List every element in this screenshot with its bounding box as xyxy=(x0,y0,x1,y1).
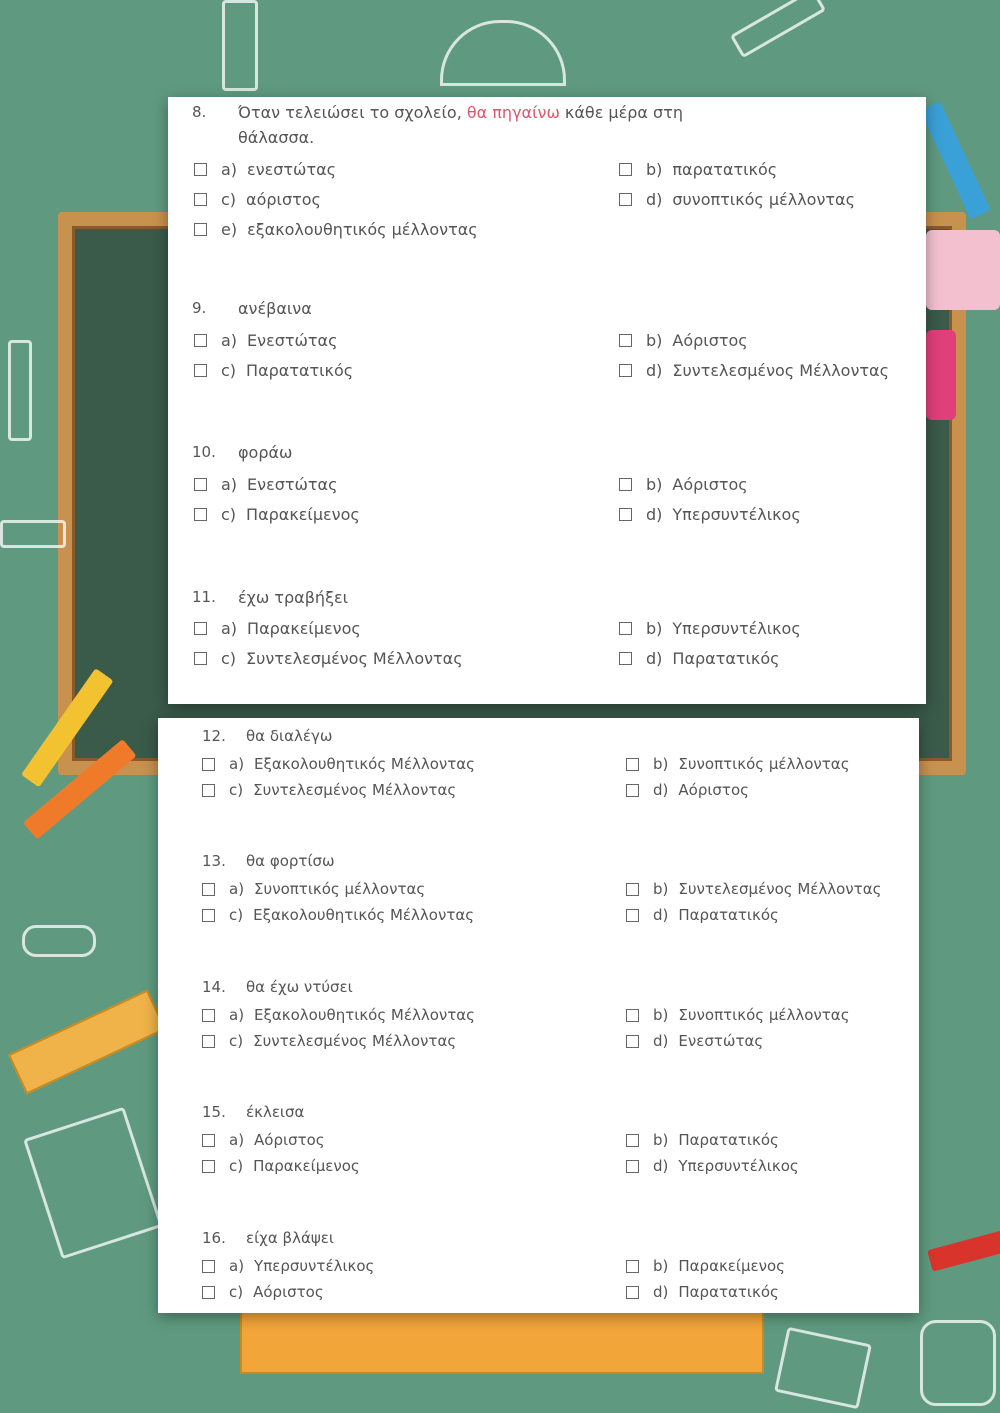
checkbox[interactable] xyxy=(626,1286,639,1299)
question-number: 16. xyxy=(202,1229,226,1247)
option-a[interactable] xyxy=(194,331,337,350)
option-label: Αόριστος xyxy=(254,1131,325,1149)
option-e[interactable] xyxy=(194,220,478,239)
question-text: θα έχω ντύσει xyxy=(246,978,353,996)
option-label: Παρακείμενος xyxy=(246,505,360,524)
checkbox[interactable] xyxy=(194,334,207,347)
checkbox[interactable] xyxy=(619,163,632,176)
option-letter: d) xyxy=(653,781,669,799)
question-number: 15. xyxy=(202,1103,226,1121)
checkbox[interactable] xyxy=(626,1260,639,1273)
option-b[interactable] xyxy=(619,331,748,350)
option-d[interactable] xyxy=(626,906,779,924)
option-label: Παρατατικός xyxy=(678,906,779,924)
checkbox[interactable] xyxy=(202,784,215,797)
option-label: Παρακείμενος xyxy=(678,1257,785,1275)
checkbox[interactable] xyxy=(619,652,632,665)
option-d[interactable] xyxy=(619,505,801,524)
option-letter: b) xyxy=(653,1006,669,1024)
option-letter: c) xyxy=(229,1283,244,1301)
question-text: φοράω xyxy=(238,443,293,462)
option-d[interactable] xyxy=(626,781,749,799)
option-c[interactable] xyxy=(194,649,463,668)
checkbox[interactable] xyxy=(194,622,207,635)
ruler-doodle xyxy=(0,520,66,548)
checkbox[interactable] xyxy=(626,909,639,922)
glasses-doodle xyxy=(22,925,96,957)
option-label: Συνοπτικός μέλλοντας xyxy=(254,880,426,898)
option-label: Παρατατικός xyxy=(246,361,354,380)
option-letter: b) xyxy=(646,619,663,638)
option-label: Παρατατικός xyxy=(678,1283,779,1301)
checkbox[interactable] xyxy=(194,652,207,665)
option-label: Εξακολουθητικός Μέλλοντας xyxy=(254,755,475,773)
option-label: Υπερσυντέλικος xyxy=(678,1157,799,1175)
checkbox[interactable] xyxy=(194,193,207,206)
option-label: παρατατικός xyxy=(672,160,778,179)
option-label: Συντελεσμένος Μέλλοντας xyxy=(253,781,457,799)
checkbox[interactable] xyxy=(202,1134,215,1147)
worksheet-page-2 xyxy=(158,718,919,1313)
checkbox[interactable] xyxy=(619,364,632,377)
question-number: 14. xyxy=(202,978,226,996)
option-d[interactable] xyxy=(626,1032,763,1050)
ruler-decoration xyxy=(8,990,166,1095)
option-label: Ενεστώτας xyxy=(247,331,338,350)
option-letter: d) xyxy=(653,1283,669,1301)
eraser-decoration xyxy=(926,230,1000,310)
option-a[interactable] xyxy=(202,1006,475,1024)
option-label: εξακολουθητικός μέλλοντας xyxy=(247,220,478,239)
wrench-doodle xyxy=(730,0,826,58)
checkbox[interactable] xyxy=(202,1009,215,1022)
checkbox[interactable] xyxy=(626,784,639,797)
option-a[interactable] xyxy=(194,475,337,494)
checkbox[interactable] xyxy=(202,1035,215,1048)
option-c[interactable] xyxy=(202,1032,456,1050)
checkbox[interactable] xyxy=(202,1286,215,1299)
checkbox[interactable] xyxy=(194,364,207,377)
option-b[interactable] xyxy=(626,1131,779,1149)
option-letter: c) xyxy=(229,781,244,799)
option-d[interactable] xyxy=(619,361,889,380)
option-label: Ενεστώτας xyxy=(247,475,338,494)
checkbox[interactable] xyxy=(619,622,632,635)
checkbox[interactable] xyxy=(626,1160,639,1173)
option-label: Συντελεσμένος Μέλλοντας xyxy=(246,649,463,668)
option-letter: a) xyxy=(221,331,238,350)
book-doodle xyxy=(774,1327,872,1409)
option-letter: a) xyxy=(221,160,238,179)
option-letter: a) xyxy=(221,475,238,494)
option-letter: d) xyxy=(646,190,663,209)
highlighted-verb: θα πηγαίνω xyxy=(466,103,560,122)
option-letter: c) xyxy=(229,1157,244,1175)
question-number: 12. xyxy=(202,727,226,745)
option-label: Συνοπτικός μέλλοντας xyxy=(678,755,850,773)
option-letter: a) xyxy=(229,755,245,773)
option-letter: b) xyxy=(653,880,669,898)
option-label: Συνοπτικός μέλλοντας xyxy=(678,1006,850,1024)
option-d[interactable] xyxy=(626,1283,779,1301)
question-text xyxy=(238,100,683,150)
option-d[interactable] xyxy=(619,649,780,668)
phone-doodle xyxy=(920,1320,996,1406)
option-letter: d) xyxy=(653,906,669,924)
question-text: ανέβαινα xyxy=(238,299,312,318)
option-label: αόριστος xyxy=(246,190,321,209)
question-text: είχα βλάψει xyxy=(246,1229,334,1247)
option-c[interactable] xyxy=(194,505,360,524)
option-c[interactable] xyxy=(202,906,474,924)
option-label: Συντελεσμένος Μέλλοντας xyxy=(253,1032,457,1050)
option-b[interactable] xyxy=(626,1006,850,1024)
option-c[interactable] xyxy=(202,1283,324,1301)
option-a[interactable] xyxy=(194,619,361,638)
option-label: Αόριστος xyxy=(253,1283,324,1301)
crayon-decoration xyxy=(926,330,956,420)
option-letter: a) xyxy=(229,1131,245,1149)
checkbox[interactable] xyxy=(626,1035,639,1048)
option-c[interactable] xyxy=(202,781,456,799)
option-letter: c) xyxy=(221,649,237,668)
checkbox[interactable] xyxy=(194,508,207,521)
option-letter: c) xyxy=(221,361,237,380)
checkbox[interactable] xyxy=(619,478,632,491)
option-letter: a) xyxy=(229,1257,245,1275)
option-label: Παρακείμενος xyxy=(253,1157,360,1175)
option-letter: b) xyxy=(646,160,663,179)
question-text-part: θάλασσα. xyxy=(238,128,315,147)
option-c[interactable] xyxy=(194,361,353,380)
option-letter: e) xyxy=(221,220,238,239)
option-letter: d) xyxy=(653,1157,669,1175)
option-label: Εξακολουθητικός Μέλλοντας xyxy=(254,1006,475,1024)
worksheet-page-1 xyxy=(168,97,926,704)
option-label: ενεστώτας xyxy=(247,160,337,179)
checkbox[interactable] xyxy=(619,193,632,206)
option-b[interactable] xyxy=(619,475,748,494)
option-b[interactable] xyxy=(626,755,850,773)
question-text: έκλεισα xyxy=(246,1103,305,1121)
option-label: Υπερσυντέλικος xyxy=(254,1257,375,1275)
option-letter: b) xyxy=(653,1257,669,1275)
option-letter: a) xyxy=(229,1006,245,1024)
option-label: Αόριστος xyxy=(672,331,748,350)
triangle-ruler-decoration xyxy=(240,1310,764,1374)
checkbox[interactable] xyxy=(626,1134,639,1147)
option-b[interactable] xyxy=(626,1257,785,1275)
option-a[interactable] xyxy=(194,160,336,179)
checkbox[interactable] xyxy=(626,758,639,771)
question-text: θα διαλέγω xyxy=(246,727,333,745)
blue-pencil-decoration xyxy=(920,101,991,219)
option-label: Συντελεσμένος Μέλλοντας xyxy=(678,880,882,898)
checkbox[interactable] xyxy=(202,1160,215,1173)
option-label: Υπερσυντέλικος xyxy=(672,619,801,638)
option-label: Παρατατικός xyxy=(678,1131,779,1149)
checkbox[interactable] xyxy=(202,1260,215,1273)
option-d[interactable] xyxy=(619,190,855,209)
option-a[interactable] xyxy=(202,880,425,898)
option-letter: d) xyxy=(646,505,663,524)
checkbox[interactable] xyxy=(202,909,215,922)
option-label: Εξακολουθητικός Μέλλοντας xyxy=(253,906,475,924)
option-letter: c) xyxy=(221,190,237,209)
question-number: 13. xyxy=(202,852,226,870)
option-label: Ενεστώτας xyxy=(678,1032,764,1050)
option-b[interactable] xyxy=(619,160,777,179)
option-a[interactable] xyxy=(202,1131,325,1149)
option-b[interactable] xyxy=(619,619,801,638)
checkbox[interactable] xyxy=(194,478,207,491)
checkbox[interactable] xyxy=(194,223,207,236)
option-label: συνοπτικός μέλλοντας xyxy=(672,190,855,209)
option-letter: b) xyxy=(653,1131,669,1149)
checkbox[interactable] xyxy=(202,758,215,771)
option-letter: c) xyxy=(221,505,237,524)
option-c[interactable] xyxy=(194,190,321,209)
question-text-part: Όταν τελειώσει το σχολείο, xyxy=(238,103,467,122)
option-label: Αόριστος xyxy=(672,475,748,494)
checkbox[interactable] xyxy=(619,508,632,521)
option-label: Υπερσυντέλικος xyxy=(672,505,801,524)
option-d[interactable] xyxy=(626,1157,799,1175)
question-number: 10. xyxy=(192,443,216,461)
checkbox[interactable] xyxy=(626,883,639,896)
checkbox[interactable] xyxy=(619,334,632,347)
compass-doodle xyxy=(222,0,258,91)
protractor-doodle xyxy=(440,20,566,86)
option-label: Παρακείμενος xyxy=(247,619,361,638)
calculator-doodle xyxy=(23,1107,163,1260)
option-a[interactable] xyxy=(202,755,475,773)
option-a[interactable] xyxy=(202,1257,374,1275)
question-text-part: κάθε μέρα στη xyxy=(559,103,683,122)
question-number: 9. xyxy=(192,299,207,317)
option-letter: b) xyxy=(653,755,669,773)
option-c[interactable] xyxy=(202,1157,360,1175)
option-b[interactable] xyxy=(626,880,881,898)
option-label: Συντελεσμένος Μέλλοντας xyxy=(672,361,889,380)
option-label: Αόριστος xyxy=(678,781,749,799)
cutter-doodle xyxy=(8,340,32,441)
red-pencil-decoration xyxy=(927,1230,1000,1272)
question-text: έχω τραβήξει xyxy=(238,588,349,607)
question-number: 11. xyxy=(192,588,216,606)
option-letter: d) xyxy=(646,649,663,668)
option-letter: d) xyxy=(646,361,663,380)
question-text: θα φορτίσω xyxy=(246,852,335,870)
option-letter: c) xyxy=(229,1032,244,1050)
option-letter: b) xyxy=(646,331,663,350)
option-letter: a) xyxy=(229,880,245,898)
option-letter: a) xyxy=(221,619,238,638)
option-letter: d) xyxy=(653,1032,669,1050)
option-label: Παρατατικός xyxy=(672,649,780,668)
checkbox[interactable] xyxy=(202,883,215,896)
option-letter: b) xyxy=(646,475,663,494)
option-letter: c) xyxy=(229,906,244,924)
checkbox[interactable] xyxy=(194,163,207,176)
checkbox[interactable] xyxy=(626,1009,639,1022)
question-number: 8. xyxy=(192,103,207,121)
